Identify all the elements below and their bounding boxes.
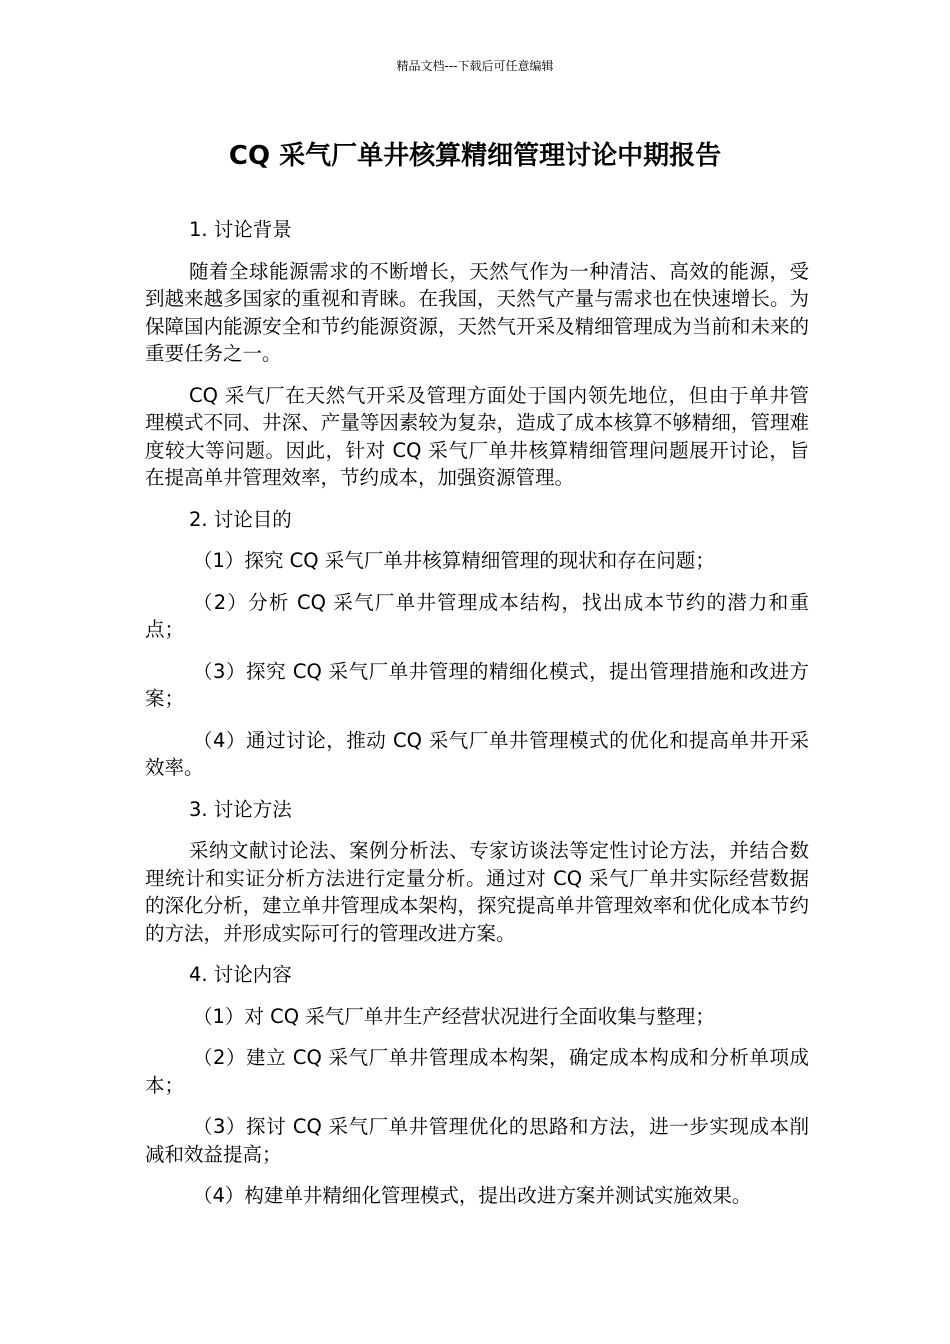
list-item: （1）对 CQ 采气厂单井生产经营状况进行全面收集与整理； <box>193 1004 715 1028</box>
list-item: （4）通过讨论，推动 CQ 采气厂单井管理模式的优化和提高单井开采效率。 <box>145 728 809 779</box>
body-paragraph: CQ 采气厂在天然气开采及管理方面处于国内领先地位，但由于单井管理模式不同、井深、产量等因素较为复杂，造成了成本核算不够精细，管理难度较大等问题。因此，针对 CQ 采气厂单井核算精细管理问题展开讨论，旨在提高单井管理效率，节约成本，加强资源管理。 <box>145 383 809 489</box>
list-item: （2）建立 CQ 采气厂单井管理成本构架，确定成本构成和分析单项成本； <box>145 1046 809 1097</box>
body-paragraph: 采纳文献讨论法、案例分析法、专家访谈法等定性讨论方法，并结合数理统计和实证分析方法进行定量分析。通过对 CQ 采气厂单井实际经营数据的深化分析，建立单井管理成本架构，探究提高单井管理效率和优化成本节约的方法，并形成实际可行的管理改进方案。 <box>145 839 809 945</box>
list-item: （2）分析 CQ 采气厂单井管理成本结构，找出成本节约的潜力和重点； <box>145 590 809 641</box>
section-heading: 3. 讨论方法 <box>189 797 292 821</box>
list-item: （3）探讨 CQ 采气厂单井管理优化的思路和方法，进一步实现成本削减和效益提高； <box>145 1115 809 1166</box>
header-note: 精品文档---下载后可任意编辑 <box>396 59 554 73</box>
section-heading: 1. 讨论背景 <box>189 218 292 241</box>
page-title: CQ 采气厂单井核算精细管理讨论中期报告 <box>228 141 722 171</box>
section-heading: 4. 讨论内容 <box>189 963 292 986</box>
document-body <box>145 216 809 1224</box>
list-item: （3）探究 CQ 采气厂单井管理的精细化模式，提出管理措施和改进方案； <box>145 659 809 710</box>
body-paragraph: 随着全球能源需求的不断增长，天然气作为一种清洁、高效的能源，受到越来越多国家的重视和青睐。在我国，天然气产量与需求也在快速增长。为保障国内能源安全和节约能源资源，天然气开采及精细管理成为当前和未来的重要任务之一。 <box>145 259 809 365</box>
list-item: （4）构建单井精细化管理模式，提出改进方案并测试实施效果。 <box>193 1184 752 1207</box>
list-item: （1）探究 CQ 采气厂单井核算精细管理的现状和存在问题； <box>193 549 715 572</box>
section-heading: 2. 讨论目的 <box>189 507 292 531</box>
